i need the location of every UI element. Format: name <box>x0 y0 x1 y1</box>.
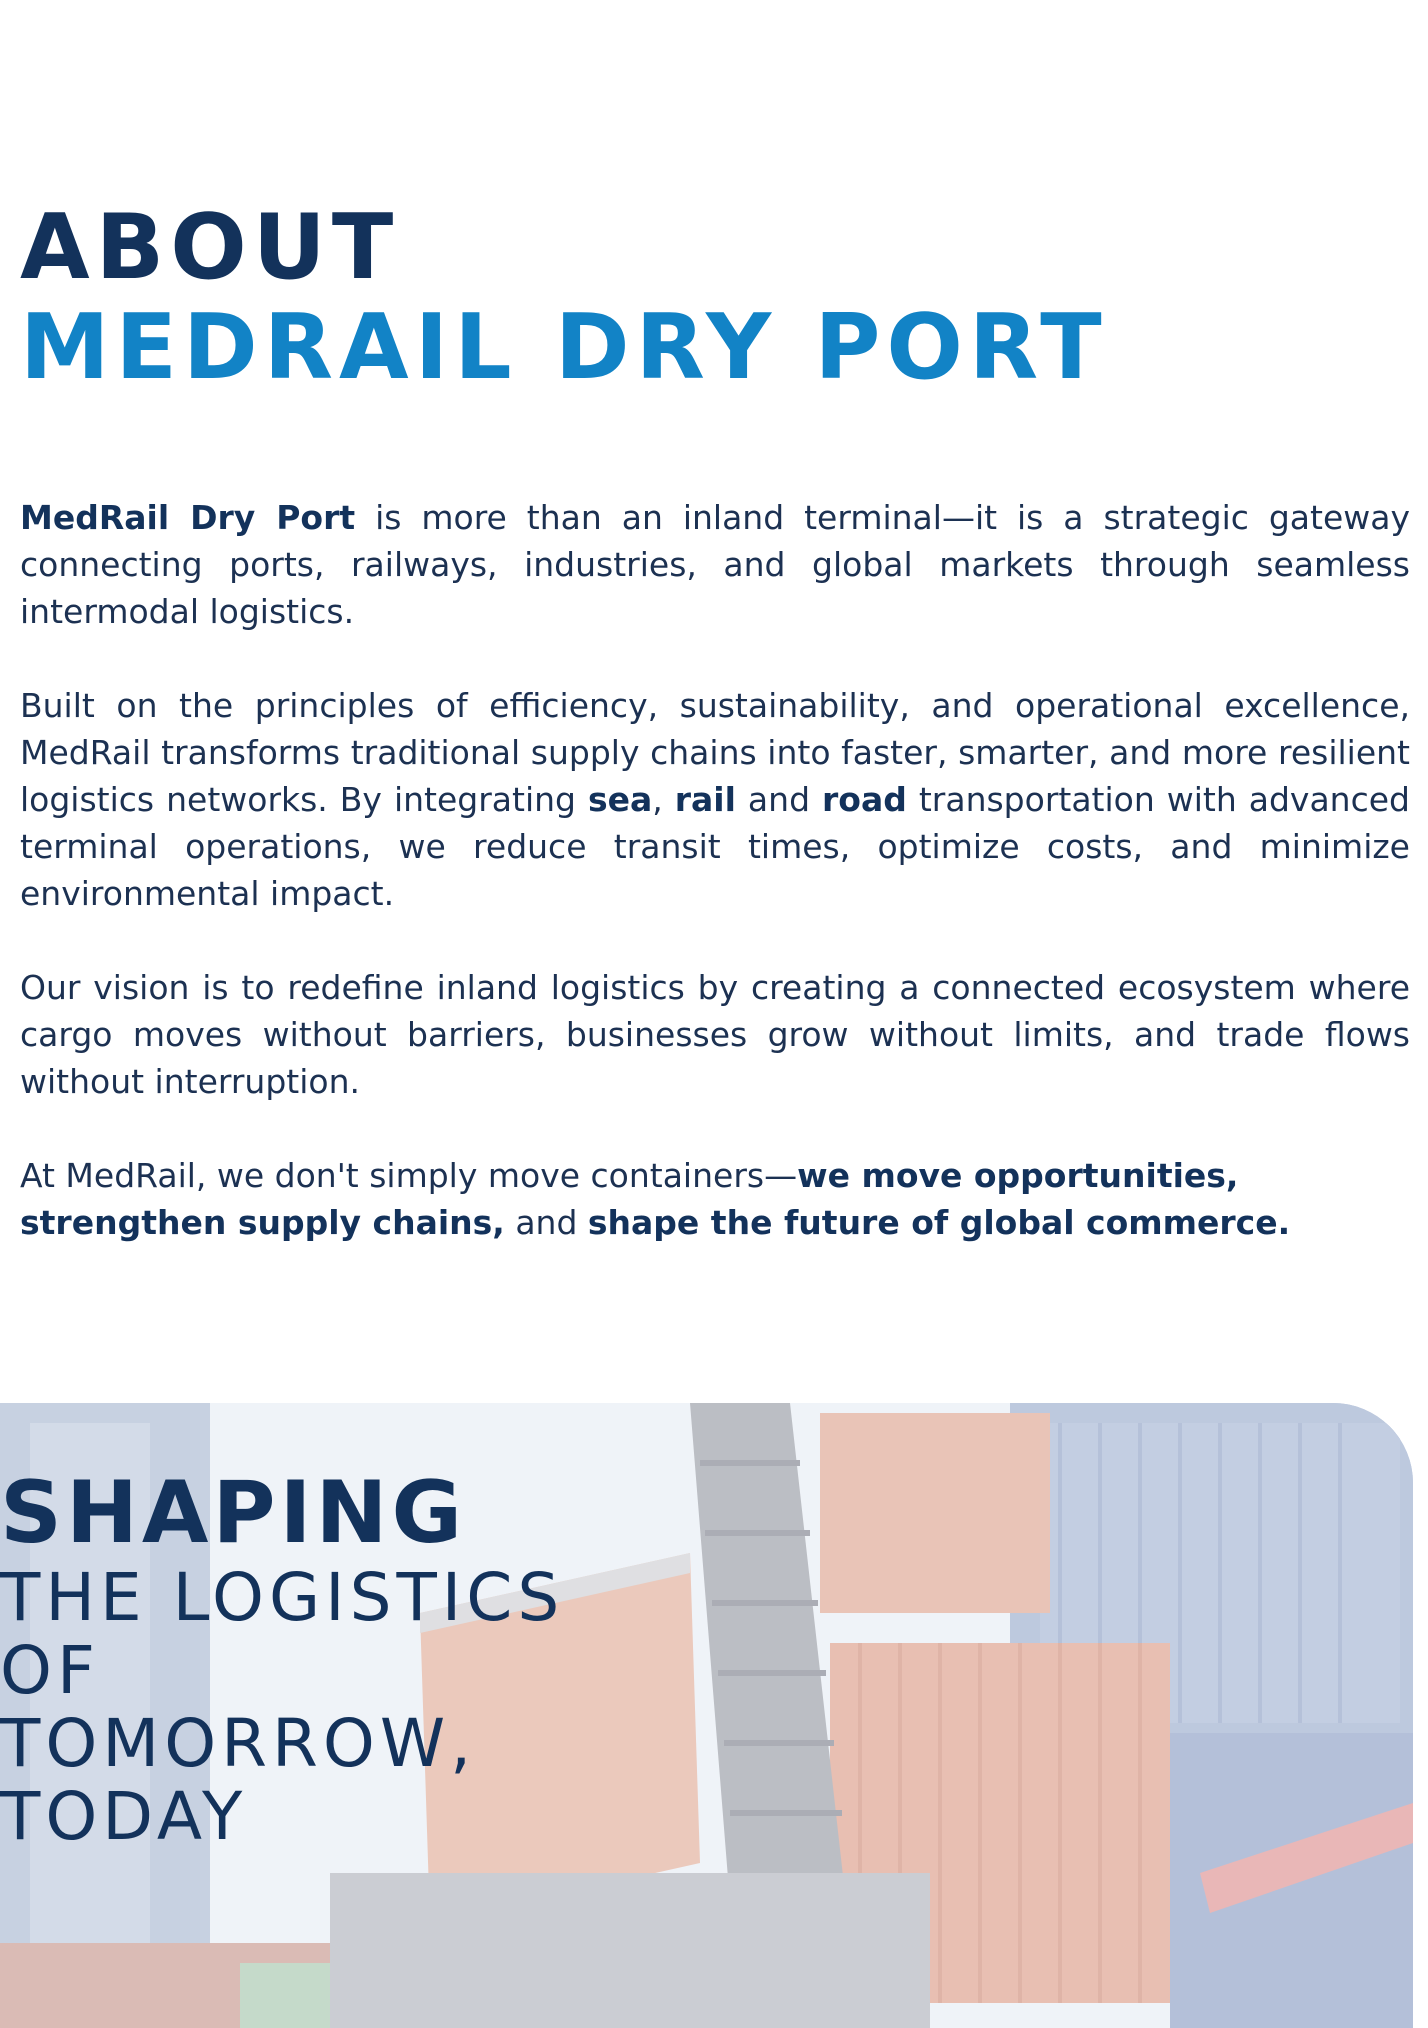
principles-text-1: Built on the principles of efficiency, sustainability, and operational excellence, MedRail transforms traditional supply chains into faster, smarter, and more resilient logistics networks. By integrating <box>20 686 1410 819</box>
closing-text-1: At MedRail, we don't simply move containers— <box>20 1156 798 1195</box>
bold-rail: rail <box>674 780 736 819</box>
banner-line-1: THE LOGISTICS <box>0 1559 565 1636</box>
logistics-banner <box>0 1403 1413 2028</box>
paragraph-intro <box>20 494 1410 635</box>
bold-company-name: MedRail Dry Port <box>20 498 356 537</box>
principles-sep-1: , <box>652 780 675 819</box>
bold-supply-chains: strengthen supply chains, <box>20 1203 505 1242</box>
banner-line-2: OF <box>0 1632 100 1709</box>
principles-text-2: transportation with advanced terminal operations, we reduce transit times, optimize costs, and minimize environmental impact. <box>20 780 1410 913</box>
intro-text: is more than an inland terminal—it is a strategic gateway connecting ports, railways, industries, and global markets through seamless intermodal logistics. <box>20 498 1410 631</box>
paragraph-principles <box>20 682 1410 917</box>
heading-line-medrail: MEDRAIL DRY PORT <box>20 295 1108 400</box>
banner-title <box>0 1465 564 1853</box>
heading-line-about: ABOUT <box>20 195 400 300</box>
bold-sea: sea <box>587 780 653 819</box>
banner-line-3: TOMORROW, <box>0 1705 477 1782</box>
banner-line-4: TODAY <box>0 1778 248 1855</box>
paragraph-vision: Our vision is to redefine inland logistics by creating a connected ecosystem where cargo moves without barriers, businesses grow without limits, and trade flows without interruption. <box>20 968 1410 1101</box>
about-body <box>20 494 1410 1246</box>
bold-future: shape the future of global commerce. <box>587 1203 1291 1242</box>
bold-opportunities: we move opportunities, <box>797 1156 1239 1195</box>
paragraph-closing <box>20 1152 1410 1246</box>
closing-text-2: and <box>504 1203 588 1242</box>
page-heading <box>20 195 1108 400</box>
bold-road: road <box>822 780 907 819</box>
banner-title-shaping: SHAPING <box>0 1463 467 1563</box>
principles-sep-2: and <box>735 780 823 819</box>
